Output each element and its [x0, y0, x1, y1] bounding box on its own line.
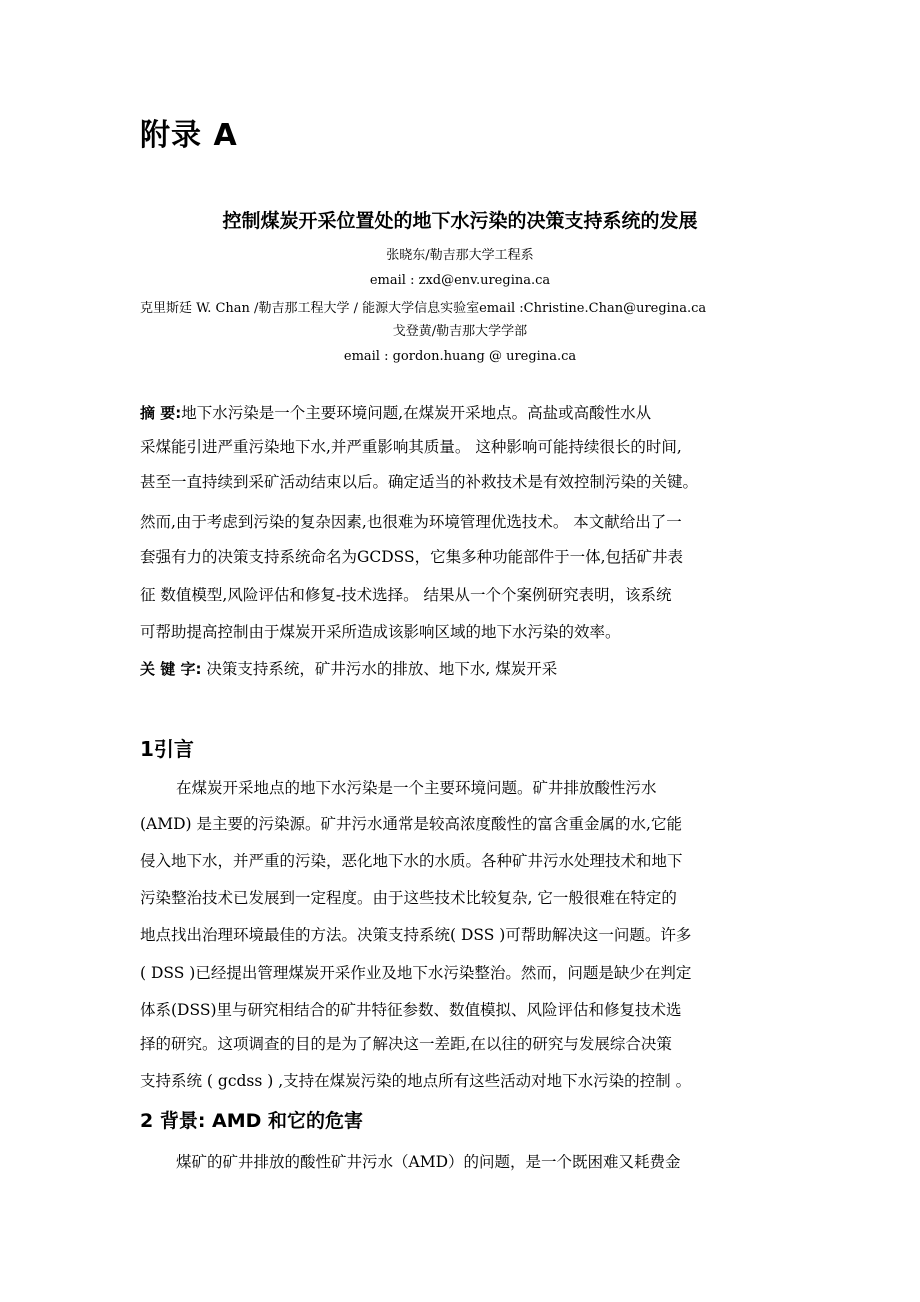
section-1-line: 择的研究。这项调查的目的是为了解决这一差距,在以往的研究与发展综合决策: [140, 1035, 672, 1053]
section-1-heading: 1引言: [140, 737, 194, 761]
section-1-line: 地点找出治理环境最佳的方法。决策支持系统( DSS )可帮助解决这一问题。许多: [140, 926, 692, 944]
section-1-line: 污染整治技术已发展到一定程度。由于这些技术比较复杂, 它一般很难在特定的: [140, 889, 677, 907]
section-1-line: 支持系统 ( gcdss ) ,支持在煤炭污染的地点所有这些活动对地下水污染的控制 。: [140, 1072, 692, 1090]
abstract-line: 然而,由于考虑到污染的复杂因素,也很难为环境管理优选技术。 本文献给出了一: [140, 513, 682, 531]
abstract-text: 地下水污染是一个主要环境问题,在煤炭开采地点。高盐或高酸性水从: [181, 404, 652, 422]
section-1-line: ( DSS )已经提出管理煤炭开采作业及地下水污染整治。然而，问题是缺少在判定: [140, 964, 692, 982]
abstract-line: 征 数值模型,风险评估和修复-技术选择。 结果从一个个案例研究表明，该系统: [140, 586, 672, 604]
abstract-line: 可帮助提高控制由于煤炭开采所造成该影响区域的地下水污染的效率。: [140, 623, 621, 641]
abstract-line: 套强有力的决策支持系统命名为GCDSS，它集多种功能部件于一体,包括矿井表: [140, 548, 684, 566]
keywords-line: [140, 659, 557, 679]
section-2-heading: 2 背景: AMD 和它的危害: [140, 1110, 364, 1132]
abstract-line: [140, 403, 651, 423]
author-2-affiliation: 克里斯廷 W. Chan /勒吉那工程大学 / 能源大学信息实验室email :Christine.Chan@uregina.ca: [140, 301, 707, 316]
abstract-line: 甚至一直持续到采矿活动结束以后。确定适当的补救技术是有效控制污染的关键。: [140, 473, 699, 491]
section-1-line: (AMD) 是主要的污染源。矿井污水通常是较高浓度酸性的富含重金属的水,它能: [140, 815, 682, 833]
appendix-heading: 附录 A: [140, 118, 238, 153]
abstract-label: 摘 要:: [140, 404, 182, 422]
section-1-line: 侵入地下水，并严重的污染，恶化地下水的水质。各种矿井污水处理技术和地下: [140, 852, 683, 870]
paper-title: 控制煤炭开采位置处的地下水污染的决策支持系统的发展: [222, 210, 698, 232]
author-3-affiliation: 戈登黄/勒吉那大学学部: [392, 324, 528, 339]
author-1-email: email : zxd@env.uregina.ca: [369, 273, 551, 288]
section-1-line: 体系(DSS)里与研究相结合的矿井特征参数、数值模拟、风险评估和修复技术选: [140, 1001, 682, 1019]
author-3-email: email : gordon.huang @ uregina.ca: [343, 349, 577, 364]
author-1-affiliation: 张晓东/勒吉那大学工程系: [386, 248, 534, 263]
section-2-line: 煤矿的矿井排放的酸性矿井污水（AMD）的问题，是一个既困难又耗费金: [176, 1153, 681, 1171]
keywords-label: 关 键 字:: [140, 660, 202, 678]
keywords-text: 决策支持系统，矿井污水的排放、地下水, 煤炭开采: [201, 660, 558, 678]
abstract-line: 采煤能引进严重污染地下水,并严重影响其质量。 这种影响可能持续很长的时间,: [140, 438, 682, 456]
section-1-line: 在煤炭开采地点的地下水污染是一个主要环境问题。矿井排放酸性污水: [176, 779, 657, 797]
